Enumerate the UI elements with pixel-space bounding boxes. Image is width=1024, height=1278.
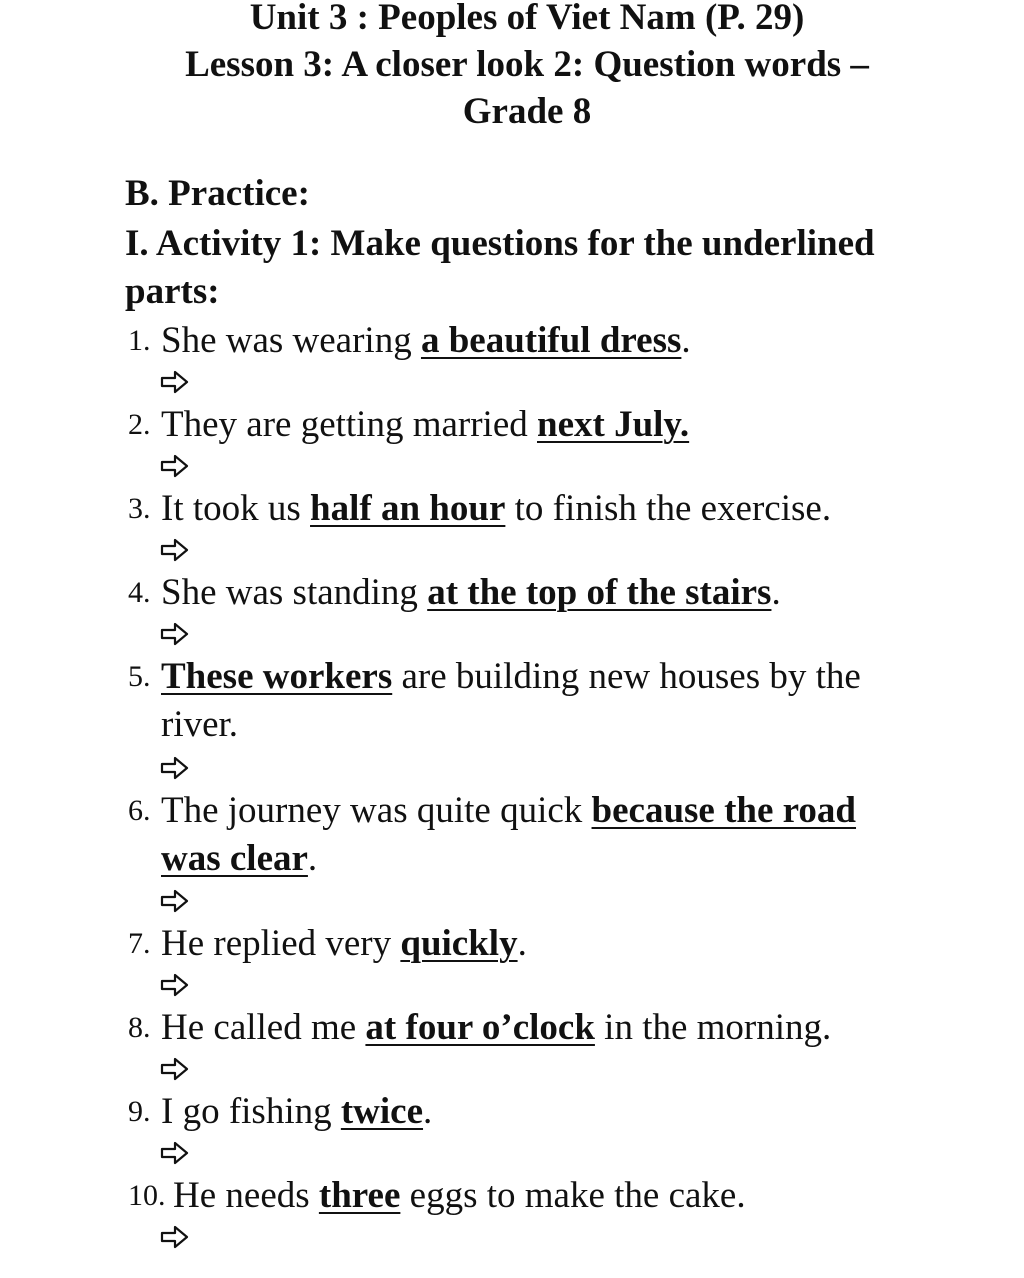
question-text-after: . <box>423 1091 433 1132</box>
answer-arrow-icon <box>160 1225 190 1249</box>
question-item-3 <box>128 485 928 533</box>
question-item-7 <box>128 920 928 968</box>
question-text <box>161 1004 928 1052</box>
underlined-part: because the road was clear <box>161 790 857 879</box>
question-number: 10. <box>128 1179 166 1212</box>
question-item-6 <box>128 787 868 883</box>
question-text <box>173 1172 928 1220</box>
question-text <box>161 1088 928 1136</box>
underlined-part: three <box>318 1175 401 1216</box>
answer-arrow-icon <box>160 538 190 562</box>
underlined-part: a beautiful dress <box>420 320 682 361</box>
question-text-before: The journey was quite quick <box>161 790 592 831</box>
question-text-after: to finish the exercise. <box>505 488 832 529</box>
question-number: 6. <box>128 794 151 827</box>
question-item-2 <box>128 401 928 449</box>
title-unit: Unit 3 : Peoples of Viet Nam (P. 29) <box>249 0 805 38</box>
title-lesson: Lesson 3: A closer look 2: Question words – <box>185 44 869 85</box>
question-number: 9. <box>128 1095 151 1128</box>
question-text-after: eggs to make the cake. <box>400 1175 746 1216</box>
question-text-before: It took us <box>161 488 311 529</box>
question-item-5 <box>128 653 888 749</box>
question-text-after: . <box>307 838 318 879</box>
question-number: 8. <box>128 1011 151 1044</box>
answer-arrow-icon <box>160 622 190 646</box>
question-text-before: I go fishing <box>161 1091 341 1132</box>
answer-arrow-icon <box>160 1141 190 1165</box>
activity-heading: I. Activity 1: Make questions for the underlined parts: <box>125 223 875 312</box>
worksheet-title <box>0 0 1024 135</box>
question-text-after: . <box>517 923 527 964</box>
underlined-part: half an hour <box>310 488 506 529</box>
answer-arrow-icon <box>160 889 190 913</box>
question-item-10 <box>128 1172 928 1220</box>
title-grade: Grade 8 <box>462 91 592 132</box>
underlined-part: at four o’clock <box>365 1007 595 1048</box>
question-text-after: . <box>771 572 781 613</box>
question-item-4 <box>128 569 928 617</box>
question-text <box>161 920 928 968</box>
question-text-before: She was wearing <box>161 320 421 361</box>
question-text <box>161 401 928 449</box>
question-number: 4. <box>128 576 151 609</box>
question-text-before: She was standing <box>161 572 428 613</box>
question-text <box>161 787 868 883</box>
answer-arrow-icon <box>160 756 190 780</box>
question-text-before: He needs <box>173 1175 319 1216</box>
question-item-9 <box>128 1088 928 1136</box>
question-text <box>161 569 928 617</box>
question-text <box>161 485 928 533</box>
question-text-before: They are getting married <box>161 404 537 445</box>
question-text-after: . <box>681 320 691 361</box>
question-number: 1. <box>128 324 151 357</box>
underlined-part: quickly <box>400 923 518 964</box>
answer-arrow-icon <box>160 370 190 394</box>
question-number: 7. <box>128 927 151 960</box>
question-number: 5. <box>128 660 151 693</box>
answer-arrow-icon <box>160 454 190 478</box>
question-text-before: He replied very <box>161 923 401 964</box>
answer-arrow-icon <box>160 973 190 997</box>
underlined-part: These workers <box>161 656 393 697</box>
answer-arrow-icon <box>160 1057 190 1081</box>
question-number: 3. <box>128 492 151 525</box>
underlined-part: next July. <box>537 404 690 445</box>
practice-heading: B. Practice: <box>125 173 310 214</box>
question-item-8 <box>128 1004 928 1052</box>
question-item-1 <box>128 317 928 365</box>
question-text-before: He called me <box>161 1007 366 1048</box>
question-text <box>161 653 888 749</box>
question-text-after: in the morning. <box>594 1007 832 1048</box>
question-text <box>161 317 928 365</box>
underlined-part: at the top of the stairs <box>427 572 772 613</box>
question-text-after: are building new houses by the river. <box>161 656 861 745</box>
underlined-part: twice <box>340 1091 424 1132</box>
question-number: 2. <box>128 408 151 441</box>
